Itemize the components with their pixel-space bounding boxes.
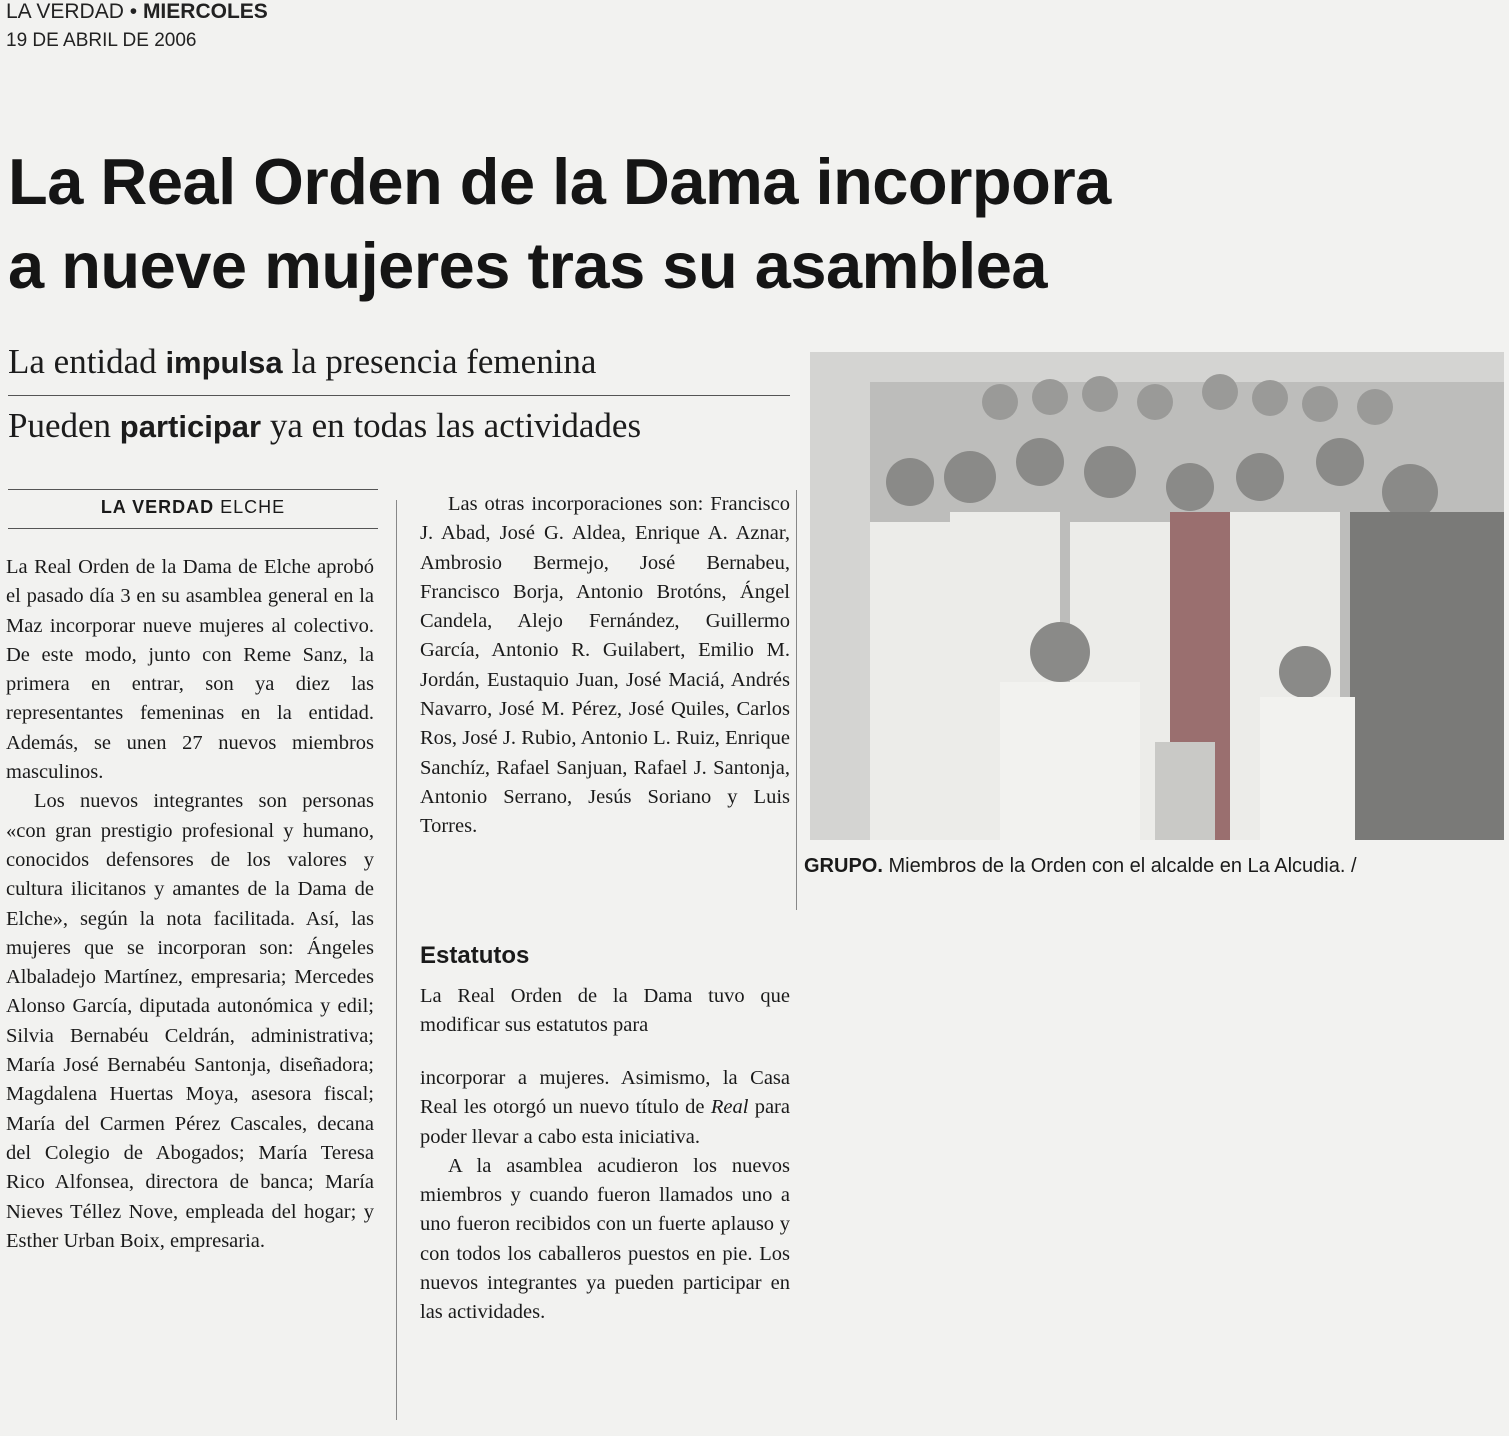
subhead-estatutos: Estatutos — [420, 942, 530, 969]
group-photo-illustration — [810, 352, 1504, 840]
estatutos-text-a: incorporar a mujeres. Asimismo, la Casa Real les otorgó un nuevo título de — [420, 1067, 790, 1119]
group-photo — [810, 352, 1504, 840]
caption-label: GRUPO. — [804, 855, 883, 877]
masthead-paper: LA VERDAD — [6, 0, 124, 23]
deck-2 — [8, 406, 641, 446]
byline-source: LA VERDAD — [100, 497, 215, 517]
paragraph-1: La Real Orden de la Dama de Elche aprobó el pasado día 3 en su asamblea general en la Maz incorporar nueve mujeres al colectivo. De este modo, junto con Reme Sanz, la primera en entrar, son ya diez las representantes femeninas en la entidad. Además, se unen 27 nuevos miembros masculinos. — [6, 556, 374, 784]
caption-text: Miembros de la Orden con el alcalde en La Alcudia. / — [882, 855, 1357, 877]
byline-bottom-rule — [8, 528, 378, 529]
headline — [8, 140, 1248, 308]
headline-line-1: La Real Orden de la Dama incorpora — [8, 145, 1111, 218]
deck-2-before: Pueden — [8, 406, 120, 445]
column-divider — [396, 500, 397, 1420]
masthead-date: 19 DE ABRIL DE 2006 — [6, 30, 197, 51]
column-2-estatutos-start: La Real Orden de la Dama tuvo que modificar sus estatutos para — [420, 985, 790, 1037]
estatutos-text-b: para poder llevar a cabo esta iniciativa. — [420, 1096, 790, 1148]
column-2-list: Las otras incorporaciones son: Francisco J. Abad, José G. Aldea, Enrique A. Aznar, Ambrosio Bermejo, José Bernabeu, Francisco Borja, Antonio Brotóns, Ángel Candela, Alejo Fernández, Guillermo García, Antonio R. Guilabert, Emilio M. Jordán, Eustaquio Juan, José Maciá, Andrés Navarro, José M. Pérez, José Quiles, Carlos Ros, José J. Rubio, Antonio L. Ruiz, Enrique Sanchíz, Rafael Sanjuan, Rafael J. Santonja, Antonio Serrano, Jesús Soriano y Luis Torres. — [420, 493, 790, 838]
deck-1-before: La entidad — [8, 342, 166, 381]
column-1 — [6, 553, 374, 1256]
deck-2-after: ya en todas las actividades — [261, 406, 642, 445]
masthead — [6, 0, 268, 24]
byline-top-rule — [8, 489, 378, 490]
byline — [8, 497, 378, 518]
deck-1-after: la presencia femenina — [282, 342, 597, 381]
deck-2-bold: participar — [119, 409, 262, 444]
headline-line-2: a nueve mujeres tras su asamblea — [8, 229, 1048, 302]
deck-divider — [8, 395, 790, 396]
photo-caption — [804, 855, 1357, 878]
photo-divider — [796, 490, 797, 910]
estatutos-italic: Real — [710, 1096, 749, 1119]
masthead-separator: • — [129, 0, 138, 23]
deck-1-bold: impulsa — [165, 345, 283, 380]
column-2-continued — [420, 1064, 790, 1328]
paragraph-asamblea: A la asamblea acudieron los nuevos miembros y cuando fueron llamados uno a uno fueron recibidos con un fuerte aplauso y con todos los caballeros puestos en pie. Los nuevos integrantes ya pueden participar en las actividades. — [420, 1154, 790, 1324]
paragraph-estatutos — [420, 1064, 790, 1152]
deck-1 — [8, 342, 596, 382]
byline-place: ELCHE — [214, 497, 286, 517]
masthead-day: MIERCOLES — [142, 0, 268, 23]
paragraph-2: Los nuevos integrantes son personas «con gran prestigio profesional y humano, conocidos defensores de los valores y cultura ilicitanos y amantes de la Dama de Elche», según la nota facilitada. Así, las mujeres que se incorporan son: Ángeles Albaladejo Martínez, empresaria; Mercedes Alonso García, diputada autonómica y edil; Silvia Bernabéu Celdrán, administrativa; María José Bernabéu Santonja, diseñadora; Magdalena Huertas Moya, asesora fiscal; María del Carmen Pérez Cascales, decana del Colegio de Abogados; María Teresa Rico Alfonsea, directora de banca; María Nieves Téllez Nove, empleada del hogar; y Esther Urban Boix, empresaria. — [6, 790, 374, 1252]
